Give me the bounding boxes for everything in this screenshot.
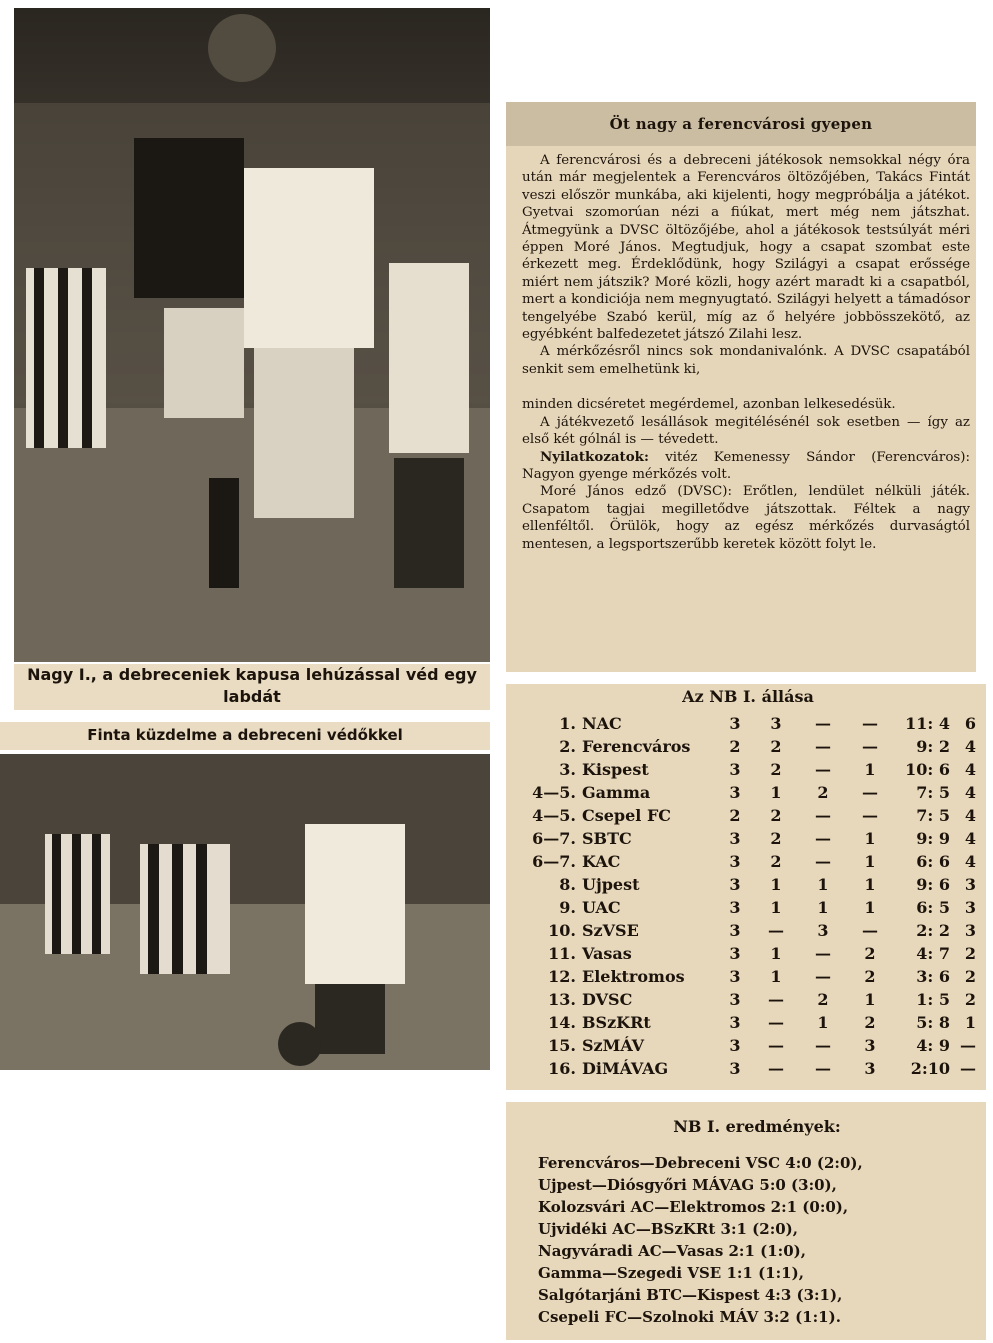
standings-drawn: — bbox=[815, 760, 831, 779]
standings-played: 3 bbox=[729, 898, 741, 917]
standings-team: BSzKRt bbox=[582, 1013, 651, 1032]
standings-rank: 15. bbox=[548, 1036, 576, 1055]
result-line: Ferencváros—Debreceni VSC 4:0 (2:0), bbox=[538, 1154, 863, 1172]
standings-goals: 1: 5 bbox=[916, 990, 950, 1009]
standings-played: 3 bbox=[729, 921, 741, 940]
article-paragraph: Moré János edző (DVSC): Erőtlen, lendület nélküli játék. Csapatom tagjai megilletődve játszottak. Féltek a nagy ellenféltől. Örülök, hogy az egész mérkőzés durvaságtól mentesen, a legsportszerűbb keretek között folyt le. bbox=[522, 484, 970, 552]
standings-lost: 3 bbox=[864, 1059, 876, 1078]
standings-played: 3 bbox=[729, 829, 741, 848]
standings-team: KAC bbox=[582, 852, 621, 871]
standings-played: 3 bbox=[729, 760, 741, 779]
standings-row bbox=[520, 827, 976, 850]
standings-row bbox=[520, 712, 976, 735]
standings-row bbox=[520, 1057, 976, 1080]
standings-team: UAC bbox=[582, 898, 621, 917]
standings-drawn: — bbox=[815, 1059, 831, 1078]
standings-played: 2 bbox=[729, 806, 741, 825]
results-list bbox=[538, 1152, 976, 1328]
standings-lost: — bbox=[862, 783, 878, 802]
standings-goals: 9: 9 bbox=[916, 829, 950, 848]
standings-lost: 1 bbox=[864, 875, 876, 894]
article-paragraph: A játékvezető lesállások megitélésénél sok esetben — így az első két gólnál is — tévedett. bbox=[522, 414, 970, 448]
standings-points: 2 bbox=[964, 944, 976, 963]
standings-drawn: — bbox=[815, 714, 831, 733]
standings-rank: 2. bbox=[559, 737, 576, 756]
standings-won: — bbox=[768, 1036, 784, 1055]
standings-rank: 12. bbox=[548, 967, 576, 986]
standings-drawn: 3 bbox=[817, 921, 829, 940]
standings-played: 3 bbox=[729, 852, 741, 871]
standings-rank: 11. bbox=[548, 944, 576, 963]
standings-goals: 9: 2 bbox=[916, 737, 950, 756]
standings-won: 2 bbox=[770, 806, 782, 825]
standings-played: 3 bbox=[729, 1036, 741, 1055]
standings-drawn: — bbox=[815, 737, 831, 756]
standings-points: 6 bbox=[964, 714, 976, 733]
standings-played: 3 bbox=[729, 1013, 741, 1032]
standings-drawn: 1 bbox=[817, 875, 829, 894]
standings-team: SzVSE bbox=[582, 921, 639, 940]
standings-points: 4 bbox=[964, 829, 976, 848]
standings-row bbox=[520, 919, 976, 942]
standings-lost: 1 bbox=[864, 898, 876, 917]
standings-row bbox=[520, 1034, 976, 1057]
article-headline bbox=[506, 102, 976, 146]
standings-rank: 1. bbox=[559, 714, 576, 733]
standings-row bbox=[520, 781, 976, 804]
article-paragraph: A ferencvárosi és a debreceni játékosok nemsokkal négy óra után már megjelentek a Ferencváros öltözőjében, Takács Fintát veszi először munkába, aki kijelenti, hogy megpróbálja a játékot. Gyetvai szomorúan nézi a fiúkat, mert még nem játszhat. Átmegyünk a DVSC öltözőjébe, ahol a játékosok testsúlyát méri éppen Moré János. Megtudjuk, hogy a csapat szombat este érkezett meg. Érdeklődünk, hogy Szilágyi a csapat erőssége miért nem játszik? Moré közli, hogy azért maradt ki a csapatból, mert a kondiciója nem megnyugtató. Szilágyi helyett a támadósor tengelyébe Szabó kerül, míg az ő helyére jobbösszekötő, az egyébként balfedezetet játszó Zilahi lesz. bbox=[522, 153, 970, 343]
standings-played: 3 bbox=[729, 990, 741, 1009]
standings-goals: 6: 5 bbox=[916, 898, 950, 917]
standings-won: 1 bbox=[770, 898, 782, 917]
result-line: Salgótarjáni BTC—Kispest 4:3 (3:1), bbox=[538, 1286, 843, 1304]
standings-drawn: — bbox=[815, 806, 831, 825]
results-title: NB I. eredmények: bbox=[673, 1117, 841, 1136]
photo-goalkeeper-image bbox=[14, 8, 490, 662]
standings-drawn: — bbox=[815, 967, 831, 986]
standings-lost: — bbox=[862, 714, 878, 733]
standings-points: 4 bbox=[964, 783, 976, 802]
standings-rank: 10. bbox=[548, 921, 576, 940]
standings-goals: 4: 7 bbox=[916, 944, 950, 963]
standings-team: Kispest bbox=[582, 760, 649, 779]
result-line: Gamma—Szegedi VSE 1:1 (1:1), bbox=[538, 1264, 804, 1282]
standings-rank: 14. bbox=[548, 1013, 576, 1032]
standings-lost: — bbox=[862, 737, 878, 756]
standings-team: DVSC bbox=[582, 990, 633, 1009]
standings-won: 2 bbox=[770, 829, 782, 848]
standings-won: — bbox=[768, 990, 784, 1009]
standings-team: SzMÁV bbox=[582, 1036, 645, 1055]
statements-text: vitéz Kemenessy Sándor (Ferencváros): Nagyon gyenge mérkőzés volt. bbox=[522, 449, 970, 482]
photo-finta-image bbox=[0, 754, 490, 1070]
standings-won: 1 bbox=[770, 783, 782, 802]
standings-played: 3 bbox=[729, 783, 741, 802]
photo-finta-struggle bbox=[0, 754, 490, 1070]
standings-team: Gamma bbox=[582, 783, 651, 802]
standings-lost: 1 bbox=[864, 990, 876, 1009]
standings-row bbox=[520, 896, 976, 919]
standings-goals: 7: 5 bbox=[916, 806, 950, 825]
headline-text: Öt nagy a ferencvárosi gyepen bbox=[609, 115, 873, 133]
standings-drawn: — bbox=[815, 944, 831, 963]
standings-rank: 13. bbox=[548, 990, 576, 1009]
standings-drawn: 2 bbox=[817, 990, 829, 1009]
standings-won: 2 bbox=[770, 737, 782, 756]
standings-rank: 3. bbox=[559, 760, 576, 779]
standings-drawn: 1 bbox=[817, 1013, 829, 1032]
standings-points: 1 bbox=[964, 1013, 976, 1032]
standings-team: DiMÁVAG bbox=[582, 1059, 669, 1078]
standings-played: 3 bbox=[729, 714, 741, 733]
standings-points: 2 bbox=[964, 967, 976, 986]
column-gap bbox=[522, 378, 970, 396]
photo-goalkeeper-save bbox=[14, 8, 490, 662]
photo-caption-bottom bbox=[0, 722, 490, 750]
standings-goals: 4: 9 bbox=[916, 1036, 950, 1055]
standings-points: 3 bbox=[964, 898, 976, 917]
standings-team: Vasas bbox=[582, 944, 632, 963]
standings-row bbox=[520, 988, 976, 1011]
standings-lost: — bbox=[862, 806, 878, 825]
standings-won: 1 bbox=[770, 967, 782, 986]
standings-goals: 9: 6 bbox=[916, 875, 950, 894]
standings-played: 3 bbox=[729, 967, 741, 986]
standings-played: 3 bbox=[729, 1059, 741, 1078]
standings-rank: 9. bbox=[559, 898, 576, 917]
result-line: Ujvidéki AC—BSzKRt 3:1 (2:0), bbox=[538, 1220, 798, 1238]
standings-rank: 6—7. bbox=[532, 852, 576, 871]
standings-table bbox=[520, 712, 976, 1080]
standings-goals: 6: 6 bbox=[916, 852, 950, 871]
standings-row bbox=[520, 758, 976, 781]
statements-label: Nyilatkozatok: bbox=[540, 448, 649, 465]
standings-drawn: — bbox=[815, 852, 831, 871]
article-paragraph: minden dicséretet megérdemel, azonban lelkesedésük. bbox=[522, 397, 896, 413]
standings-rank: 4—5. bbox=[532, 806, 576, 825]
standings-row bbox=[520, 850, 976, 873]
standings-drawn: 2 bbox=[817, 783, 829, 802]
standings-won: — bbox=[768, 1013, 784, 1032]
standings-row bbox=[520, 735, 976, 758]
standings-drawn: 1 bbox=[817, 898, 829, 917]
article-paragraph bbox=[522, 449, 970, 484]
standings-won: 1 bbox=[770, 875, 782, 894]
standings-lost: — bbox=[862, 921, 878, 940]
standings-goals: 3: 6 bbox=[916, 967, 950, 986]
standings-row bbox=[520, 873, 976, 896]
standings-goals: 2:10 bbox=[910, 1059, 950, 1078]
standings-row bbox=[520, 804, 976, 827]
standings-points: 3 bbox=[964, 921, 976, 940]
standings-lost: 3 bbox=[864, 1036, 876, 1055]
result-line: Nagyváradi AC—Vasas 2:1 (1:0), bbox=[538, 1242, 806, 1260]
standings-won: 2 bbox=[770, 852, 782, 871]
standings-rank: 16. bbox=[548, 1059, 576, 1078]
standings-won: 1 bbox=[770, 944, 782, 963]
photo-caption-top bbox=[14, 664, 490, 710]
standings-row bbox=[520, 965, 976, 988]
standings-team: SBTC bbox=[582, 829, 632, 848]
standings-goals: 10: 6 bbox=[905, 760, 950, 779]
standings-lost: 1 bbox=[864, 829, 876, 848]
standings-box bbox=[506, 684, 986, 1090]
standings-title: Az NB I. állása bbox=[682, 687, 814, 706]
standings-lost: 2 bbox=[864, 1013, 876, 1032]
standings-lost: 2 bbox=[864, 944, 876, 963]
article-box bbox=[506, 102, 976, 672]
result-line: Ujpest—Diósgyőri MÁVAG 5:0 (3:0), bbox=[538, 1176, 837, 1194]
standings-lost: 2 bbox=[864, 967, 876, 986]
standings-team: Elektromos bbox=[582, 967, 685, 986]
article-paragraph: A mérkőzésről nincs sok mondanivalónk. A DVSC csapatából senkit sem emelhetünk ki, bbox=[522, 344, 970, 377]
standings-team: NAC bbox=[582, 714, 622, 733]
standings-lost: 1 bbox=[864, 760, 876, 779]
standings-points: 2 bbox=[964, 990, 976, 1009]
article-body bbox=[506, 146, 976, 553]
standings-drawn: — bbox=[815, 1036, 831, 1055]
standings-goals: 2: 2 bbox=[916, 921, 950, 940]
standings-row bbox=[520, 942, 976, 965]
standings-rank: 4—5. bbox=[532, 783, 576, 802]
standings-goals: 7: 5 bbox=[916, 783, 950, 802]
standings-played: 3 bbox=[729, 875, 741, 894]
result-line: Kolozsvári AC—Elektromos 2:1 (0:0), bbox=[538, 1198, 849, 1216]
standings-lost: 1 bbox=[864, 852, 876, 871]
standings-points: 3 bbox=[964, 875, 976, 894]
standings-won: 2 bbox=[770, 760, 782, 779]
standings-won: 3 bbox=[770, 714, 782, 733]
standings-goals: 5: 8 bbox=[916, 1013, 950, 1032]
standings-points: 4 bbox=[964, 852, 976, 871]
standings-points: 4 bbox=[964, 737, 976, 756]
result-line: Csepeli FC—Szolnoki MÁV 3:2 (1:1). bbox=[538, 1308, 841, 1326]
caption-text: Finta küzdelme a debreceni védőkkel bbox=[87, 726, 403, 744]
standings-played: 2 bbox=[729, 737, 741, 756]
standings-won: — bbox=[768, 921, 784, 940]
standings-goals: 11: 4 bbox=[905, 714, 950, 733]
standings-rank: 8. bbox=[559, 875, 576, 894]
caption-text: Nagy I., a debreceniek kapusa lehúzással véd egy labdát bbox=[27, 665, 477, 706]
standings-team: Ferencváros bbox=[582, 737, 691, 756]
standings-row bbox=[520, 1011, 976, 1034]
standings-points: 4 bbox=[964, 806, 976, 825]
standings-team: Ujpest bbox=[582, 875, 640, 894]
standings-points: 4 bbox=[964, 760, 976, 779]
standings-drawn: — bbox=[815, 829, 831, 848]
standings-won: — bbox=[768, 1059, 784, 1078]
standings-rank: 6—7. bbox=[532, 829, 576, 848]
standings-team: Csepel FC bbox=[582, 806, 672, 825]
standings-played: 3 bbox=[729, 944, 741, 963]
standings-points: — bbox=[960, 1059, 976, 1078]
results-box bbox=[506, 1102, 986, 1340]
standings-points: — bbox=[960, 1036, 976, 1055]
